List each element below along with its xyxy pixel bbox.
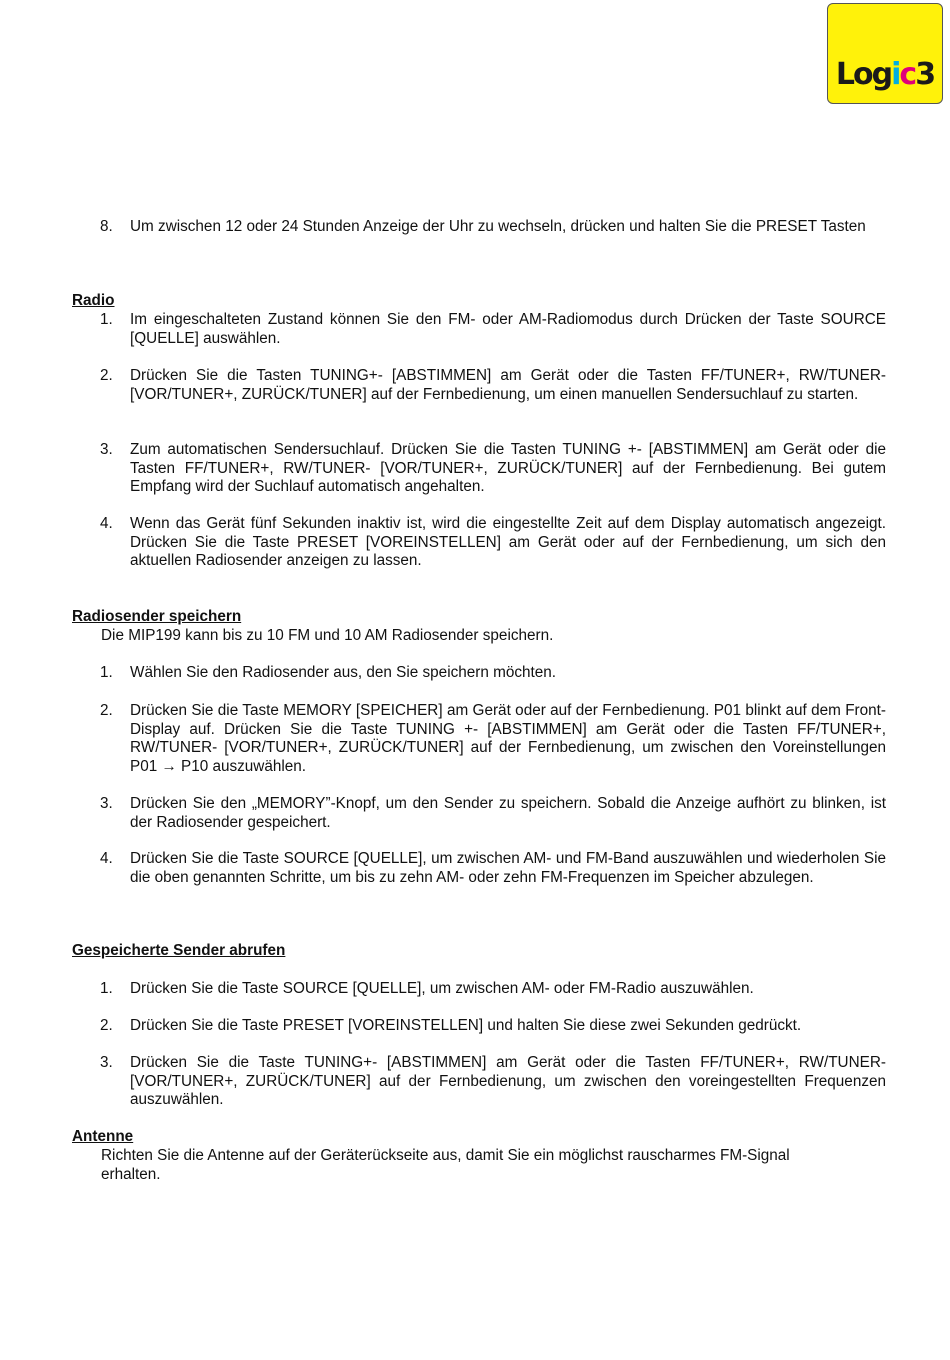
radio-item-3 xyxy=(100,441,886,497)
item-text: Drücken Sie die Taste SOURCE [QUELLE], um zwischen AM- oder FM-Radio auszuwählen. xyxy=(130,980,754,997)
item-text: Im eingeschalteten Zustand können Sie den FM- oder AM-Radiomodus durch Drücken der Taste SOURCE [QUELLE] auswählen. xyxy=(130,311,886,347)
antenna-text: Richten Sie die Antenne auf der Geräterückseite aus, damit Sie ein möglichst rauscharmes FM-Signal erhalten. xyxy=(101,1147,790,1183)
item-number: 3. xyxy=(100,795,113,812)
item-number: 3. xyxy=(100,1054,113,1071)
item-text: Drücken Sie den „MEMORY”-Knopf, um den Sender zu speichern. Sobald die Anzeige aufhört zu blinken, ist der Radiosender gespeichert. xyxy=(130,795,886,831)
save-item-4 xyxy=(100,850,886,887)
item-text: Drücken Sie die Taste PRESET [VOREINSTELLEN] und halten Sie diese zwei Sekunden gedrückt. xyxy=(130,1017,802,1034)
item-text: Zum automatischen Sendersuchlauf. Drücken Sie die Tasten TUNING +- [ABSTIMMEN] am Gerät oder die Tasten FF/TUNER+, RW/TUNER- [VOR/TUNER+, ZURÜCK/TUNER] auf der Fernbedienung. Bei gutem Empfang wird der Suchlauf automatisch angehalten. xyxy=(130,441,886,496)
item-number: 2. xyxy=(100,702,113,719)
item-number: 1. xyxy=(100,980,113,997)
recall-item-2 xyxy=(100,1017,886,1036)
item-number: 1. xyxy=(100,311,113,328)
item-number: 8. xyxy=(100,218,113,235)
item-text: Wählen Sie den Radiosender aus, den Sie speichern möchten. xyxy=(130,664,557,681)
radio-item-4 xyxy=(100,515,886,571)
radio-item-1 xyxy=(100,311,886,348)
recall-item-3 xyxy=(100,1054,886,1110)
save-stations-heading: Radiosender speichern xyxy=(72,608,242,625)
logic3-logo xyxy=(827,3,943,104)
item-text: Wenn das Gerät fünf Sekunden inaktiv ist, wird die eingestellte Zeit auf dem Display automatisch angezeigt. Drücken Sie die Taste PRESET [VOREINSTELLEN] am Gerät oder auf der Fernbedienung, um sich den aktuellen Radiosender anzeigen zu lassen. xyxy=(130,515,886,570)
antenna-heading: Antenne xyxy=(72,1128,134,1145)
recall-item-1 xyxy=(100,980,886,999)
clock-format-item xyxy=(100,218,886,237)
item-number: 4. xyxy=(100,850,113,867)
item-text: Drücken Sie die Tasten TUNING+- [ABSTIMMEN] am Gerät oder die Tasten FF/TUNER+, RW/TUNER- [VOR/TUNER+, ZURÜCK/TUNER] auf der Fernbedienung, um einen manuellen Sendersuchlauf zu starten. xyxy=(130,367,886,403)
item-number: 2. xyxy=(100,1017,113,1034)
item-text: Um zwischen 12 oder 24 Stunden Anzeige der Uhr zu wechseln, drücken und halten Sie die PRESET Tasten xyxy=(130,218,866,235)
item-number: 1. xyxy=(100,664,113,681)
save-item-2 xyxy=(100,702,886,776)
item-text: Drücken Sie die Taste MEMORY [SPEICHER] am Gerät oder auf der Fernbedienung. P01 blinkt auf dem Front-Display auf. Drücken Sie die Taste TUNING +- [ABSTIMMEN] am Gerät oder die Tasten FF/TUNER+, RW/TUNER- [VOR/TUNER+, ZURÜCK/TUNER] auf der Fernbedienung, um zwischen den Voreinstellungen P01 → P10 auszuwählen. xyxy=(130,702,886,775)
logo-wordmark: Logic3 xyxy=(835,57,935,92)
save-item-3 xyxy=(100,795,886,832)
item-number: 3. xyxy=(100,441,113,458)
recall-stations-heading: Gespeicherte Sender abrufen xyxy=(72,942,286,959)
item-number: 2. xyxy=(100,367,113,384)
item-text: Drücken Sie die Taste SOURCE [QUELLE], um zwischen AM- und FM-Band auszuwählen und wiederholen Sie die oben genannten Schritte, um bis zu zehn AM- oder zehn FM-Frequenzen im Speicher abzulegen. xyxy=(130,850,886,886)
item-text: Drücken Sie die Taste TUNING+- [ABSTIMMEN] am Gerät oder die Tasten FF/TUNER+, RW/TUNER- [VOR/TUNER+, ZURÜCK/TUNER] auf der Fernbedienung, um zwischen den voreingestellten Frequenzen auszuwählen. xyxy=(130,1054,886,1109)
radio-heading: Radio xyxy=(72,292,115,309)
save-stations-intro: Die MIP199 kann bis zu 10 FM und 10 AM Radiosender speichern. xyxy=(101,627,554,644)
item-number: 4. xyxy=(100,515,113,532)
radio-item-2 xyxy=(100,367,886,404)
save-item-1 xyxy=(100,664,886,683)
